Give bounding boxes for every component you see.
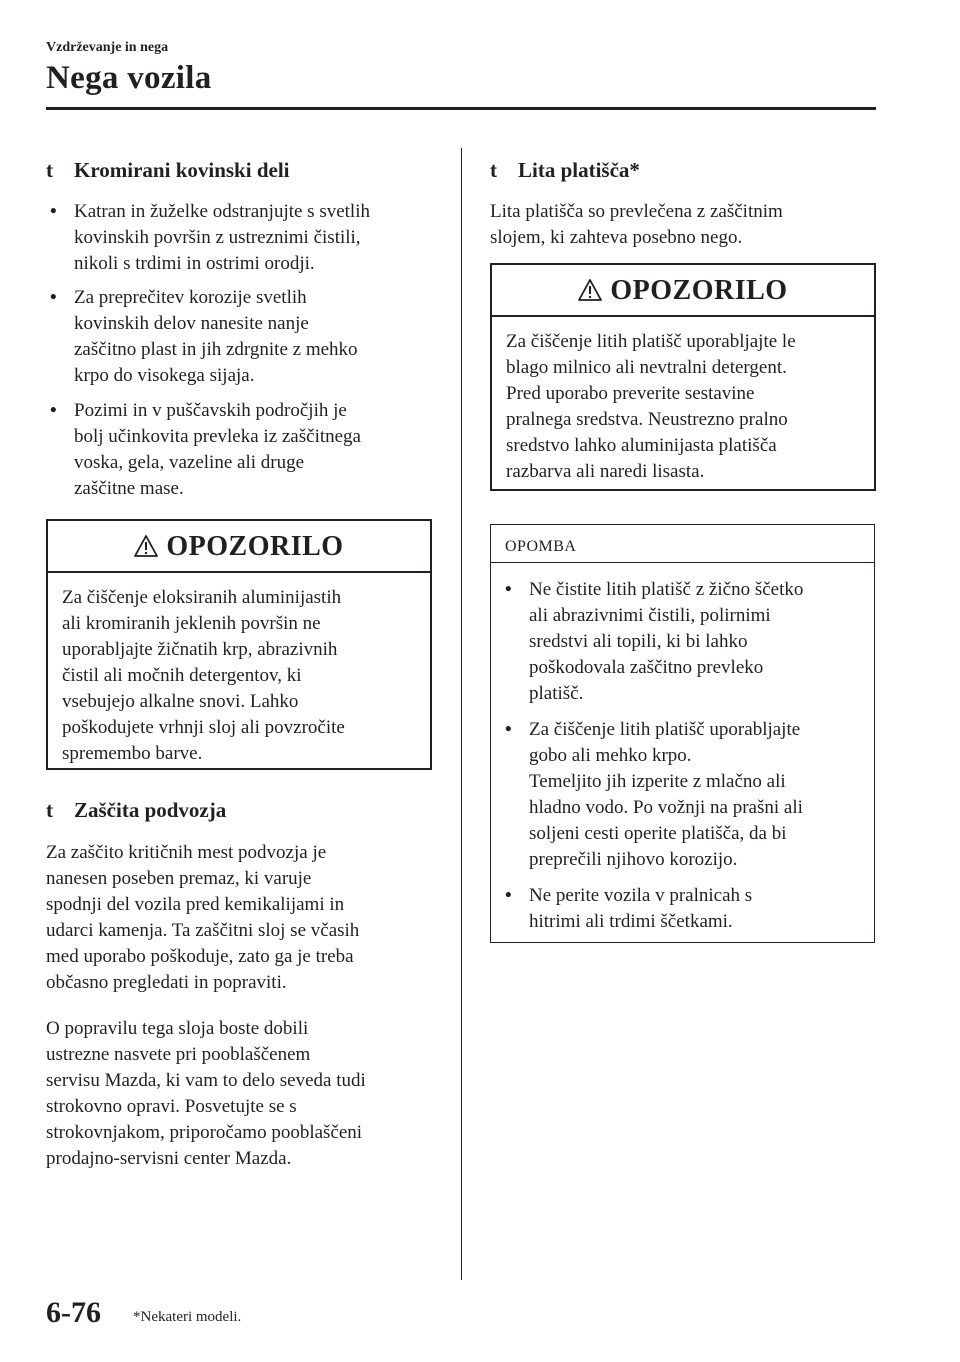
warning-box (490, 263, 876, 491)
warning-triangle-icon (578, 279, 602, 301)
warning-box (46, 519, 432, 770)
warning-triangle-icon (134, 535, 158, 557)
underbody-paragraph-1: Za zaščito kritičnih mest podvozja je nanesen poseben premaz, ki varuje spodnji del vozila pred kemikalijami in udarci kamenja. Ta zaščitni sloj se včasih med uporabo poškoduje, zato ga je treba občasno pregledati in popraviti. (46, 842, 360, 993)
warning-title: OPOZORILO (166, 531, 344, 562)
list-item: • Katran in žuželke odstranjujte s svetlih kovinskih površin z ustreznimi čistili, nikoli s trdimi in ostrimi orodji. (50, 201, 370, 274)
section-marker: t (46, 798, 53, 822)
bullet-icon: • (50, 201, 57, 222)
section-marker: t (46, 158, 53, 182)
bullet-icon: • (505, 579, 512, 600)
list-item: • Ne perite vozila v pralnicah s hitrimi ali trdimi ščetkami. (505, 885, 753, 932)
list-item: • Pozimi in v puščavskih področjih je bolj učinkovita prevleka iz zaščitnega voska, gela, vazeline ali druge zaščitne mase. (50, 400, 361, 499)
note-box (490, 524, 875, 943)
bullet-icon: • (50, 287, 57, 308)
note-title: OPOMBA (505, 538, 577, 555)
section-marker: t (490, 158, 497, 182)
warning-header (492, 265, 874, 317)
warning-text: Za čiščenje litih platišč uporabljajte le blago milnico ali nevtralni detergent. Pred uporabo preverite sestavine pralnega sredstva. Neustrezno pralno sredstvo lahko aluminijasta platišča razbarva ali naredi lisasta. (506, 331, 796, 482)
page-title: Nega vozila (46, 60, 212, 96)
note-divider (491, 562, 874, 563)
list-item: • Za preprečitev korozije svetlih kovinskih delov nanesite nanje zaščitno plast in jih zdrgnite z mehko krpo do visokega sijaja. (50, 287, 358, 386)
bullet-icon: • (505, 719, 512, 740)
section-heading-underbody: t Zaščita podvozja (46, 798, 227, 822)
title-rule (46, 107, 876, 110)
warning-title: OPOZORILO (610, 275, 788, 306)
page-number: 6-76 (46, 1296, 101, 1329)
section-heading-chrome: t Kromirani kovinski deli (46, 158, 290, 182)
section-heading-wheels: t Lita platišča* (490, 158, 640, 182)
footnote: *Nekateri modeli. (133, 1309, 242, 1325)
breadcrumb: Vzdrževanje in nega (46, 40, 169, 55)
warning-text: Za čiščenje eloksiranih aluminijastih ali kromiranih jeklenih površin ne uporabljajte žičnatih krp, abrazivnih čistil ali močnih detergentov, ki vsebujejo alkalne snovi. Lahko poškodujete vrhnji sloj ali povzročite spremembo barve. (62, 587, 345, 764)
warning-header (48, 521, 430, 573)
bullet-icon: • (505, 885, 512, 906)
list-item: • Za čiščenje litih platišč uporabljajte gobo ali mehko krpo. Temeljito jih izperite z mlačno ali hladno vodo. Po vožnji na prašni ali soljeni cesti operite platišča, da bi preprečili njihovo korozijo. (505, 719, 803, 870)
list-item: • Ne čistite litih platišč z žično ščetko ali abrazivnimi čistili, polirnimi sredstvi ali topili, ki bi lahko poškodovala zaščitno prevleko platišč. (505, 579, 804, 704)
bullet-icon: • (50, 400, 57, 421)
wheels-intro: Lita platišča so prevlečena z zaščitnim slojem, ki zahteva posebno nego. (490, 201, 783, 248)
column-divider (461, 148, 462, 1280)
underbody-paragraph-2: O popravilu tega sloja boste dobili ustrezne nasvete pri pooblaščenem servisu Mazda, ki vam to delo seveda tudi strokovno opravi. Posvetujte se s strokovnjakom, priporočamo pooblaščeni prodajno-servisni center Mazda. (46, 1018, 366, 1169)
